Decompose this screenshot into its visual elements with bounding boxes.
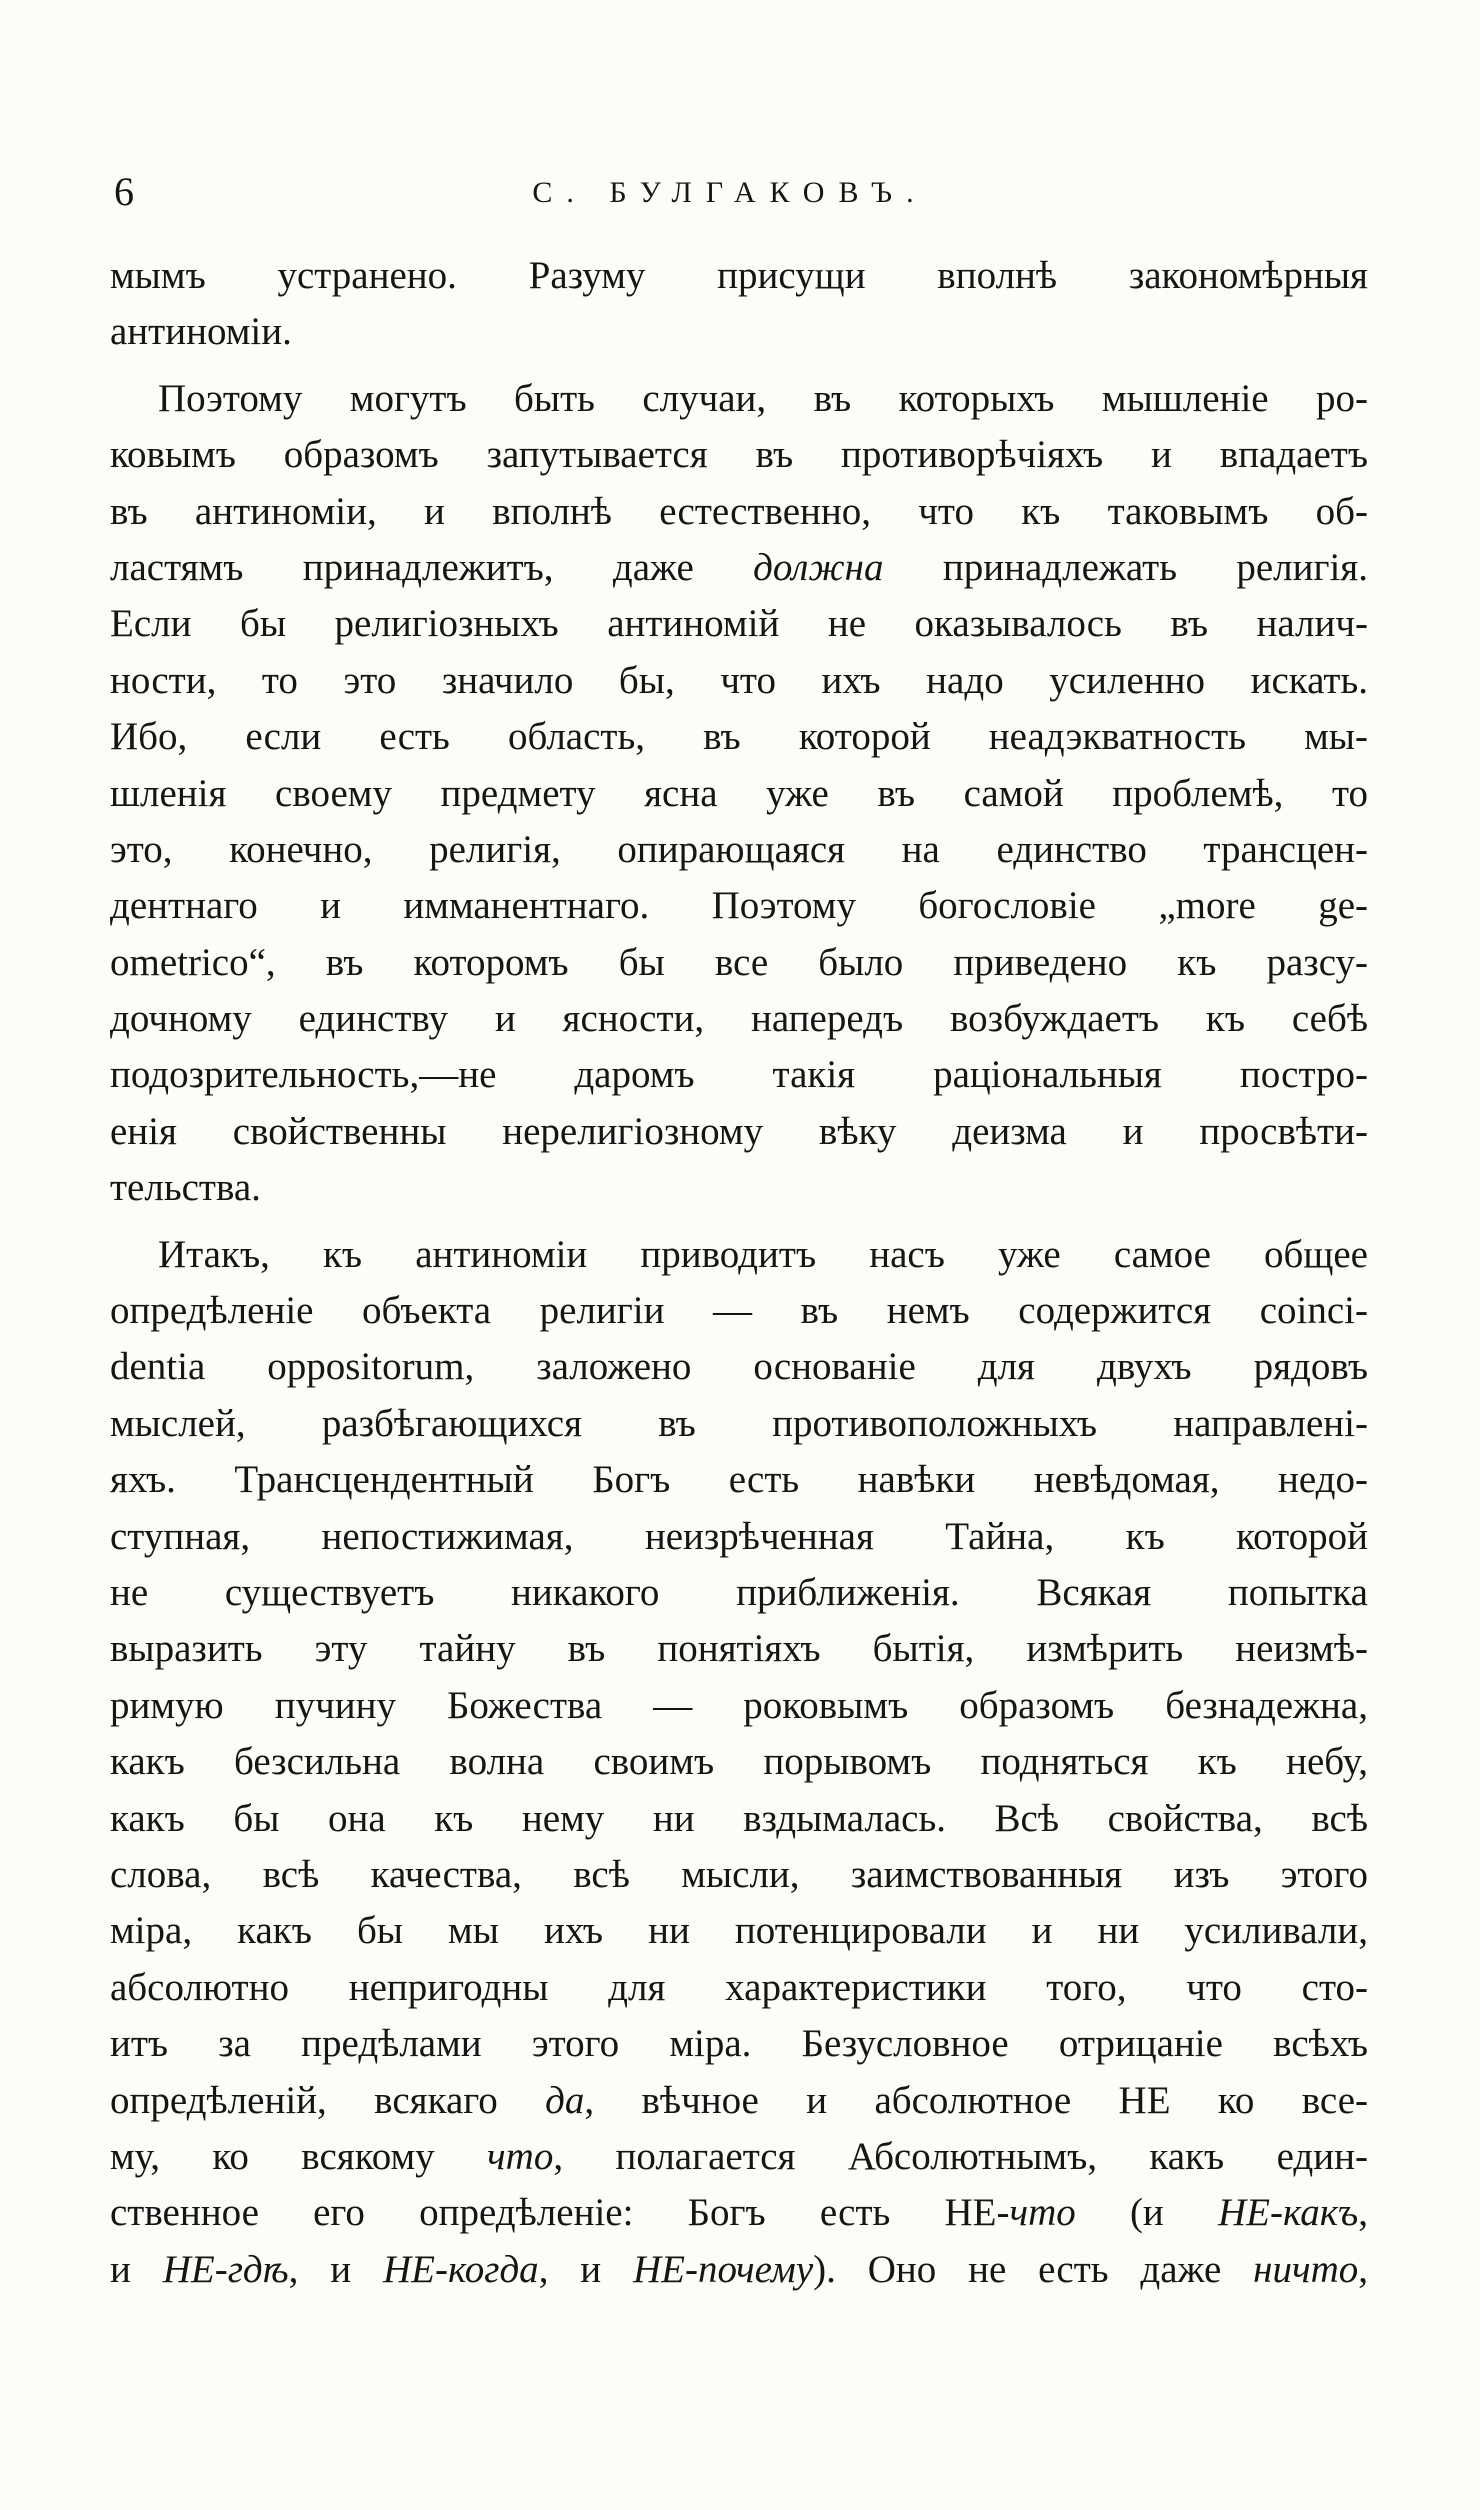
text-fragment: , и <box>288 2247 383 2291</box>
text-line: итъ за предѣлами этого міра. Безусловное отрицаніе всѣхъ <box>110 2022 1368 2066</box>
text-line: dentia oppositorum, заложено основаніе для двухъ рядовъ <box>110 1345 1368 1389</box>
text-line: дентнаго и имманентнаго. Поэтому богословіе „more ge- <box>110 884 1368 928</box>
text-fragment: ственное его опредѣленіе: Богъ есть НЕ- <box>110 2191 1010 2235</box>
italic-word: что <box>487 2134 554 2178</box>
text-line <box>110 2185 1368 2241</box>
italic-word: НЕ-какъ <box>1218 2191 1359 2235</box>
text-line: дочному единству и ясности, напередъ возбуждаетъ къ себѣ <box>110 997 1368 1041</box>
text-line: выразить эту тайну въ понятіяхъ бытія, измѣрить неизмѣ- <box>110 1627 1368 1671</box>
text-line: Поэтому могутъ быть случаи, въ которыхъ мышленіе ро- <box>158 376 1368 420</box>
text-fragment: ). Оно не есть даже <box>813 2247 1254 2291</box>
text-line: слова, всѣ качества, всѣ мысли, заимствованныя изъ этого <box>110 1852 1368 1896</box>
text-line: подозрительность,—не даромъ такія раціональныя постро- <box>110 1053 1368 1097</box>
text-line: Ибо, если есть область, въ которой неадэкватность мы- <box>110 715 1368 759</box>
text-fragment: , <box>1358 2247 1369 2291</box>
text-line: какъ безсильна волна своимъ порывомъ подняться къ небу, <box>110 1740 1368 1784</box>
text-fragment: , <box>1358 2191 1368 2235</box>
text-line <box>110 2073 1368 2129</box>
body-text <box>110 248 1368 2298</box>
text-line <box>110 540 1368 596</box>
text-line: мыслей, разбѣгающихся въ противоположныхъ направлені- <box>110 1401 1368 1445</box>
text-line: ковымъ образомъ запутывается въ противорѣчіяхъ и впадаетъ <box>110 433 1368 477</box>
italic-word: НЕ-почему <box>633 2247 814 2291</box>
text-line: енія свойственны нерелигіозному вѣку деизма и просвѣти- <box>110 1109 1368 1153</box>
text-line: ности, то это значило бы, что ихъ надо усиленно искать. <box>110 658 1368 702</box>
text-line: тельства. <box>110 1166 261 1210</box>
text-fragment: принадлежать религія. <box>942 545 1368 589</box>
text-line: не существуетъ никакого приближенія. Всякая попытка <box>110 1570 1368 1614</box>
text-line: абсолютно непригодны для характеристики того, что сто- <box>110 1965 1368 2009</box>
text-line <box>110 2242 1368 2298</box>
text-line: ступная, непостижимая, неизрѣченная Тайна, къ которой <box>110 1514 1368 1558</box>
text-fragment: (и <box>1075 2191 1219 2235</box>
page-header <box>100 168 1360 228</box>
text-fragment: опредѣленій, всякаго <box>110 2078 498 2122</box>
text-line: опредѣленіе объекта религіи — въ немъ содержится coinci- <box>110 1289 1368 1333</box>
running-title: С. БУЛГАКОВЪ. <box>532 176 928 209</box>
text-line: ometrico“, въ которомъ бы все было приведено къ разсу- <box>110 940 1368 984</box>
text-fragment: , и <box>538 2247 634 2291</box>
italic-word: что <box>1009 2191 1076 2235</box>
text-line: какъ бы она къ нему ни вздымалась. Всѣ свойства, всѣ <box>110 1796 1368 1840</box>
text-fragment: ластямъ принадлежитъ, даже <box>110 545 694 589</box>
text-fragment: , вѣчное и абсолютное НЕ ко все- <box>584 2078 1368 2122</box>
italic-word: ничто <box>1253 2247 1359 2291</box>
italic-word: должна <box>753 545 884 589</box>
text-line: въ антиноміи, и вполнѣ естественно, что къ таковымъ об- <box>110 489 1368 533</box>
text-fragment: му, ко всякому <box>110 2134 435 2178</box>
page-number: 6 <box>114 169 134 214</box>
text-line: римую пучину Божества — роковымъ образомъ безнадежна, <box>110 1683 1368 1727</box>
text-line: мымъ устранено. Разуму присущи вполнѣ закономѣрныя <box>110 254 1368 297</box>
italic-word: НЕ-когда <box>383 2247 539 2291</box>
text-line: это, конечно, религія, опирающаяся на единство трансцен- <box>110 827 1368 871</box>
text-line: Итакъ, къ антиноміи приводитъ насъ уже самое общее <box>158 1232 1368 1276</box>
text-line: шленія своему предмету ясна уже въ самой проблемѣ, то <box>110 771 1368 815</box>
text-fragment: , полагается Абсолютнымъ, какъ един- <box>553 2134 1368 2178</box>
text-line: міра, какъ бы мы ихъ ни потенцировали и ни усиливали, <box>110 1909 1368 1953</box>
text-line: антиноміи. <box>110 310 292 354</box>
text-fragment: и <box>110 2247 163 2291</box>
italic-word: НЕ-гдѣ <box>162 2247 289 2291</box>
text-line <box>110 2129 1368 2185</box>
text-line: Если бы религіозныхъ антиномій не оказывалось въ налич- <box>110 602 1368 646</box>
italic-word: да <box>545 2078 585 2122</box>
text-line: яхъ. Трансцендентный Богъ есть навѣки невѣдомая, недо- <box>110 1458 1368 1502</box>
